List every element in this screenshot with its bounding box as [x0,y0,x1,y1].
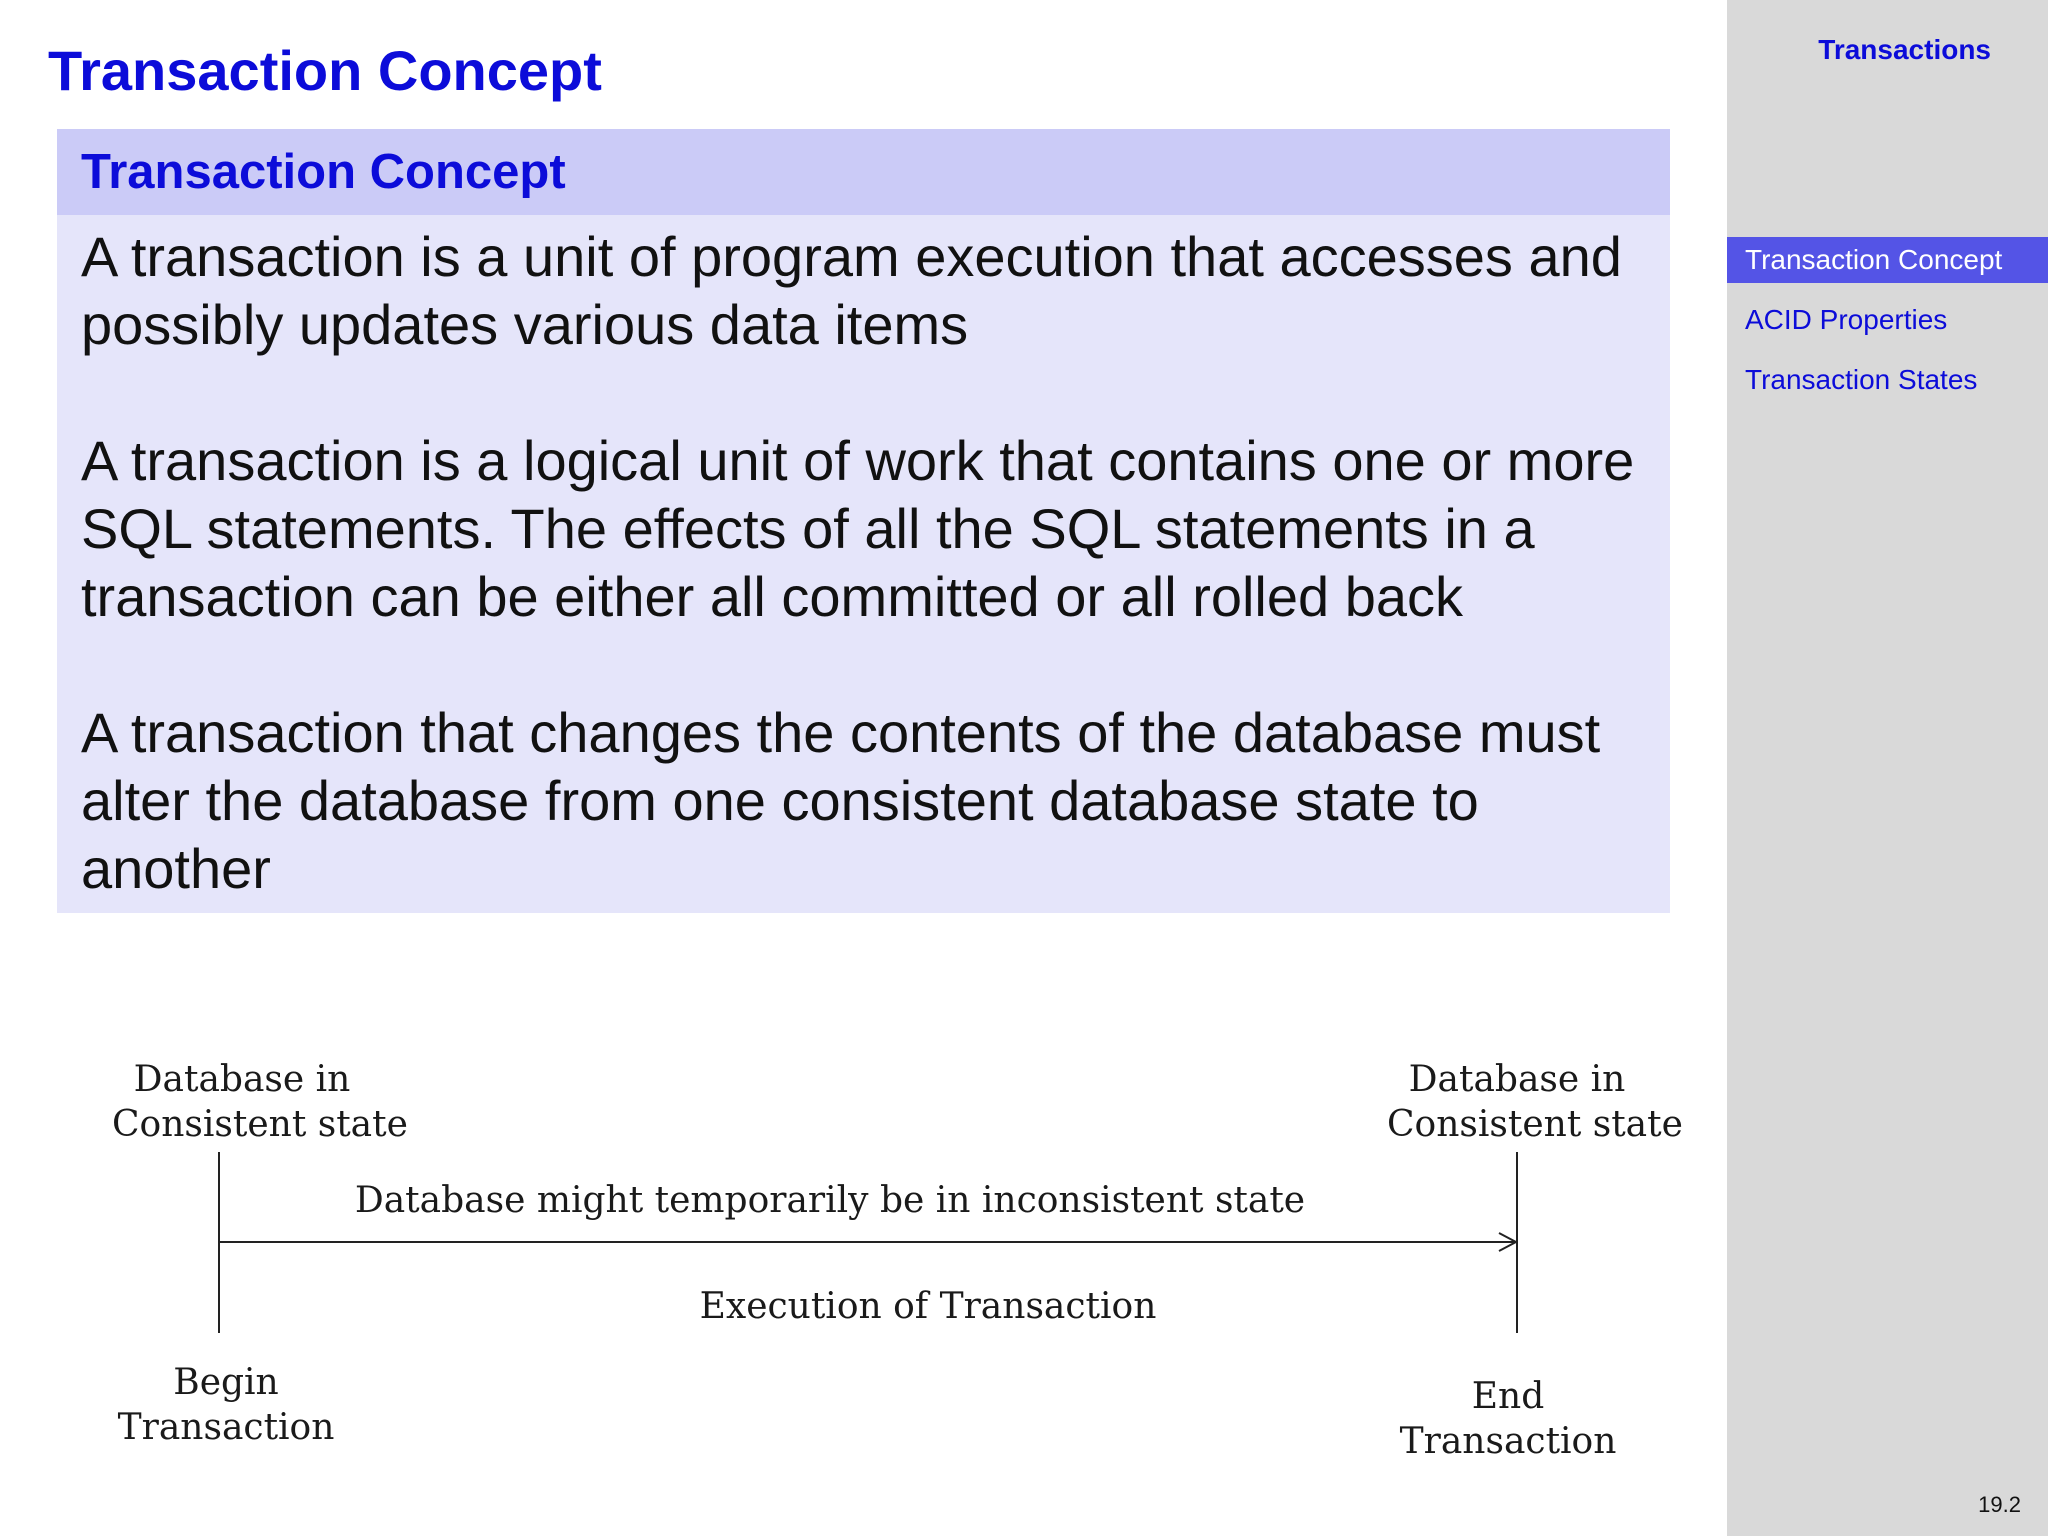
slide-title: Transaction Concept [48,39,602,102]
execution-label: Execution of Transaction [699,1286,1157,1327]
paragraph-unit-of-execution: A transaction is a unit of program execution that accesses and possibly updates various data items [81,225,1622,356]
table-of-contents [1727,237,2048,417]
paragraph-consistent-state: A transaction that changes the contents of the database must alter the database from one consistent database state to another [81,701,1601,900]
block-title: Transaction Concept [57,129,1670,215]
page-number: 19.2 [1978,1492,2021,1517]
toc-item-transaction-states[interactable]: Transaction States [1745,364,1978,395]
left-state-line1: Database in [133,1059,351,1100]
left-consistent-state-label [112,1057,408,1147]
right-state-line2: Consistent state [1387,1104,1683,1145]
begin-transaction-label [106,1360,346,1450]
left-state-line2: Consistent state [112,1104,408,1145]
definition-block [57,129,1670,913]
toc-item-transaction-concept[interactable]: Transaction Concept [1727,237,2048,283]
inconsistent-state-label: Database might temporarily be in inconsistent state [354,1180,1306,1221]
sidebar-section-title[interactable]: Transactions [1818,34,1991,65]
toc-item-acid-properties[interactable]: ACID Properties [1745,304,1948,335]
right-consistent-state-label [1387,1057,1683,1147]
end-transaction-label [1388,1374,1628,1464]
paragraph-logical-unit: A transaction is a logical unit of work that contains one or more SQL statements. The effects of all the SQL statements in a transaction can be either all committed or all rolled back [81,429,1635,628]
end-line2: Transaction [1399,1421,1617,1462]
execution-arrow-head [1499,1233,1516,1251]
right-state-line1: Database in [1408,1059,1626,1100]
block-body [57,223,1670,903]
end-line1: End [1471,1376,1545,1417]
navigation-sidebar [1727,0,2048,1536]
begin-line2: Transaction [117,1407,335,1448]
begin-line1: Begin [173,1362,279,1403]
